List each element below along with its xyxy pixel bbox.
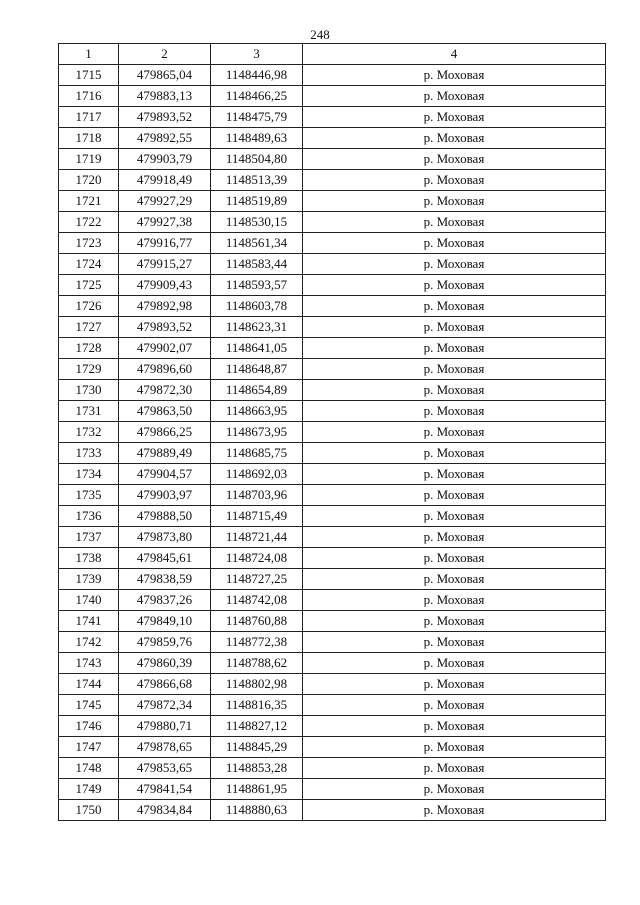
y-coordinate-cell: 1148504,80: [211, 149, 303, 170]
x-coordinate-cell: 479845,61: [119, 548, 211, 569]
y-coordinate-cell: 1148845,29: [211, 737, 303, 758]
point-number-cell: 1731: [59, 401, 119, 422]
table-row: [59, 296, 606, 317]
table-row: [59, 464, 606, 485]
table-header-row: [59, 44, 606, 65]
table-row: [59, 506, 606, 527]
x-coordinate-cell: 479909,43: [119, 275, 211, 296]
point-number-cell: 1742: [59, 632, 119, 653]
point-number-cell: 1741: [59, 611, 119, 632]
x-coordinate-cell: 479859,76: [119, 632, 211, 653]
description-cell: р. Моховая: [303, 191, 606, 212]
x-coordinate-cell: 479838,59: [119, 569, 211, 590]
x-coordinate-cell: 479849,10: [119, 611, 211, 632]
y-coordinate-cell: 1148519,89: [211, 191, 303, 212]
table-row: [59, 275, 606, 296]
table-row: [59, 317, 606, 338]
description-cell: р. Моховая: [303, 296, 606, 317]
point-number-cell: 1725: [59, 275, 119, 296]
column-header-2: 2: [119, 44, 211, 65]
column-header-4: 4: [303, 44, 606, 65]
point-number-cell: 1722: [59, 212, 119, 233]
description-cell: р. Моховая: [303, 464, 606, 485]
table-row: [59, 485, 606, 506]
x-coordinate-cell: 479880,71: [119, 716, 211, 737]
point-number-cell: 1724: [59, 254, 119, 275]
y-coordinate-cell: 1148446,98: [211, 65, 303, 86]
table-row: [59, 233, 606, 254]
y-coordinate-cell: 1148663,95: [211, 401, 303, 422]
point-number-cell: 1734: [59, 464, 119, 485]
table-row: [59, 800, 606, 821]
point-number-cell: 1726: [59, 296, 119, 317]
table-row: [59, 401, 606, 422]
point-number-cell: 1732: [59, 422, 119, 443]
y-coordinate-cell: 1148727,25: [211, 569, 303, 590]
description-cell: р. Моховая: [303, 338, 606, 359]
page-number: 248: [310, 27, 330, 42]
y-coordinate-cell: 1148583,44: [211, 254, 303, 275]
table-row: [59, 737, 606, 758]
x-coordinate-cell: 479834,84: [119, 800, 211, 821]
description-cell: р. Моховая: [303, 401, 606, 422]
y-coordinate-cell: 1148466,25: [211, 86, 303, 107]
table-row: [59, 590, 606, 611]
point-number-cell: 1729: [59, 359, 119, 380]
description-cell: р. Моховая: [303, 737, 606, 758]
x-coordinate-cell: 479902,07: [119, 338, 211, 359]
table-row: [59, 380, 606, 401]
point-number-cell: 1750: [59, 800, 119, 821]
description-cell: р. Моховая: [303, 674, 606, 695]
table-row: [59, 254, 606, 275]
x-coordinate-cell: 479872,30: [119, 380, 211, 401]
y-coordinate-cell: 1148475,79: [211, 107, 303, 128]
description-cell: р. Моховая: [303, 653, 606, 674]
description-cell: р. Моховая: [303, 443, 606, 464]
y-coordinate-cell: 1148760,88: [211, 611, 303, 632]
point-number-cell: 1745: [59, 695, 119, 716]
table-row: [59, 716, 606, 737]
y-coordinate-cell: 1148772,38: [211, 632, 303, 653]
point-number-cell: 1723: [59, 233, 119, 254]
description-cell: р. Моховая: [303, 65, 606, 86]
y-coordinate-cell: 1148715,49: [211, 506, 303, 527]
x-coordinate-cell: 479837,26: [119, 590, 211, 611]
description-cell: р. Моховая: [303, 695, 606, 716]
x-coordinate-cell: 479883,13: [119, 86, 211, 107]
point-number-cell: 1735: [59, 485, 119, 506]
x-coordinate-cell: 479927,38: [119, 212, 211, 233]
point-number-cell: 1727: [59, 317, 119, 338]
point-number-cell: 1715: [59, 65, 119, 86]
column-header-1: 1: [59, 44, 119, 65]
x-coordinate-cell: 479916,77: [119, 233, 211, 254]
table-row: [59, 632, 606, 653]
x-coordinate-cell: 479872,34: [119, 695, 211, 716]
table-row: [59, 779, 606, 800]
x-coordinate-cell: 479915,27: [119, 254, 211, 275]
y-coordinate-cell: 1148853,28: [211, 758, 303, 779]
point-number-cell: 1748: [59, 758, 119, 779]
point-number-cell: 1730: [59, 380, 119, 401]
description-cell: р. Моховая: [303, 779, 606, 800]
table-row: [59, 422, 606, 443]
description-cell: р. Моховая: [303, 548, 606, 569]
table-row: [59, 527, 606, 548]
x-coordinate-cell: 479892,55: [119, 128, 211, 149]
description-cell: р. Моховая: [303, 359, 606, 380]
table-row: [59, 443, 606, 464]
x-coordinate-cell: 479904,57: [119, 464, 211, 485]
description-cell: р. Моховая: [303, 380, 606, 401]
x-coordinate-cell: 479918,49: [119, 170, 211, 191]
y-coordinate-cell: 1148561,34: [211, 233, 303, 254]
description-cell: р. Моховая: [303, 170, 606, 191]
description-cell: р. Моховая: [303, 422, 606, 443]
y-coordinate-cell: 1148673,95: [211, 422, 303, 443]
x-coordinate-cell: 479888,50: [119, 506, 211, 527]
point-number-cell: 1719: [59, 149, 119, 170]
point-number-cell: 1716: [59, 86, 119, 107]
x-coordinate-cell: 479853,65: [119, 758, 211, 779]
description-cell: р. Моховая: [303, 317, 606, 338]
y-coordinate-cell: 1148489,63: [211, 128, 303, 149]
point-number-cell: 1739: [59, 569, 119, 590]
y-coordinate-cell: 1148623,31: [211, 317, 303, 338]
x-coordinate-cell: 479865,04: [119, 65, 211, 86]
x-coordinate-cell: 479841,54: [119, 779, 211, 800]
y-coordinate-cell: 1148802,98: [211, 674, 303, 695]
description-cell: р. Моховая: [303, 86, 606, 107]
description-cell: р. Моховая: [303, 107, 606, 128]
x-coordinate-cell: 479878,65: [119, 737, 211, 758]
point-number-cell: 1746: [59, 716, 119, 737]
description-cell: р. Моховая: [303, 632, 606, 653]
point-number-cell: 1718: [59, 128, 119, 149]
description-cell: р. Моховая: [303, 800, 606, 821]
point-number-cell: 1736: [59, 506, 119, 527]
description-cell: р. Моховая: [303, 758, 606, 779]
table-row: [59, 611, 606, 632]
y-coordinate-cell: 1148593,57: [211, 275, 303, 296]
description-cell: р. Моховая: [303, 485, 606, 506]
table-row: [59, 359, 606, 380]
y-coordinate-cell: 1148692,03: [211, 464, 303, 485]
table-row: [59, 107, 606, 128]
column-header-3: 3: [211, 44, 303, 65]
description-cell: р. Моховая: [303, 611, 606, 632]
y-coordinate-cell: 1148816,35: [211, 695, 303, 716]
description-cell: р. Моховая: [303, 716, 606, 737]
table-row: [59, 149, 606, 170]
y-coordinate-cell: 1148788,62: [211, 653, 303, 674]
point-number-cell: 1749: [59, 779, 119, 800]
table-row: [59, 569, 606, 590]
description-cell: р. Моховая: [303, 212, 606, 233]
table-row: [59, 548, 606, 569]
y-coordinate-cell: 1148721,44: [211, 527, 303, 548]
point-number-cell: 1740: [59, 590, 119, 611]
x-coordinate-cell: 479896,60: [119, 359, 211, 380]
y-coordinate-cell: 1148603,78: [211, 296, 303, 317]
y-coordinate-cell: 1148880,63: [211, 800, 303, 821]
description-cell: р. Моховая: [303, 128, 606, 149]
point-number-cell: 1717: [59, 107, 119, 128]
table-row: [59, 338, 606, 359]
y-coordinate-cell: 1148827,12: [211, 716, 303, 737]
point-number-cell: 1721: [59, 191, 119, 212]
x-coordinate-cell: 479893,52: [119, 317, 211, 338]
description-cell: р. Моховая: [303, 506, 606, 527]
table-row: [59, 653, 606, 674]
x-coordinate-cell: 479893,52: [119, 107, 211, 128]
point-number-cell: 1743: [59, 653, 119, 674]
point-number-cell: 1733: [59, 443, 119, 464]
x-coordinate-cell: 479866,68: [119, 674, 211, 695]
description-cell: р. Моховая: [303, 149, 606, 170]
table-body: [59, 65, 606, 821]
y-coordinate-cell: 1148742,08: [211, 590, 303, 611]
table-row: [59, 212, 606, 233]
description-cell: р. Моховая: [303, 590, 606, 611]
x-coordinate-cell: 479892,98: [119, 296, 211, 317]
point-number-cell: 1738: [59, 548, 119, 569]
x-coordinate-cell: 479863,50: [119, 401, 211, 422]
table-row: [59, 86, 606, 107]
table-row: [59, 674, 606, 695]
point-number-cell: 1747: [59, 737, 119, 758]
point-number-cell: 1744: [59, 674, 119, 695]
table-row: [59, 191, 606, 212]
x-coordinate-cell: 479866,25: [119, 422, 211, 443]
table-row: [59, 128, 606, 149]
x-coordinate-cell: 479903,97: [119, 485, 211, 506]
y-coordinate-cell: 1148685,75: [211, 443, 303, 464]
y-coordinate-cell: 1148654,89: [211, 380, 303, 401]
x-coordinate-cell: 479889,49: [119, 443, 211, 464]
x-coordinate-cell: 479903,79: [119, 149, 211, 170]
y-coordinate-cell: 1148513,39: [211, 170, 303, 191]
y-coordinate-cell: 1148648,87: [211, 359, 303, 380]
y-coordinate-cell: 1148861,95: [211, 779, 303, 800]
description-cell: р. Моховая: [303, 233, 606, 254]
y-coordinate-cell: 1148641,05: [211, 338, 303, 359]
y-coordinate-cell: 1148724,08: [211, 548, 303, 569]
point-number-cell: 1720: [59, 170, 119, 191]
x-coordinate-cell: 479860,39: [119, 653, 211, 674]
table-row: [59, 65, 606, 86]
y-coordinate-cell: 1148530,15: [211, 212, 303, 233]
description-cell: р. Моховая: [303, 569, 606, 590]
description-cell: р. Моховая: [303, 254, 606, 275]
table-row: [59, 758, 606, 779]
x-coordinate-cell: 479927,29: [119, 191, 211, 212]
description-cell: р. Моховая: [303, 527, 606, 548]
y-coordinate-cell: 1148703,96: [211, 485, 303, 506]
x-coordinate-cell: 479873,80: [119, 527, 211, 548]
point-number-cell: 1728: [59, 338, 119, 359]
point-number-cell: 1737: [59, 527, 119, 548]
table-row: [59, 695, 606, 716]
coordinates-table: [58, 43, 606, 821]
table-row: [59, 170, 606, 191]
description-cell: р. Моховая: [303, 275, 606, 296]
